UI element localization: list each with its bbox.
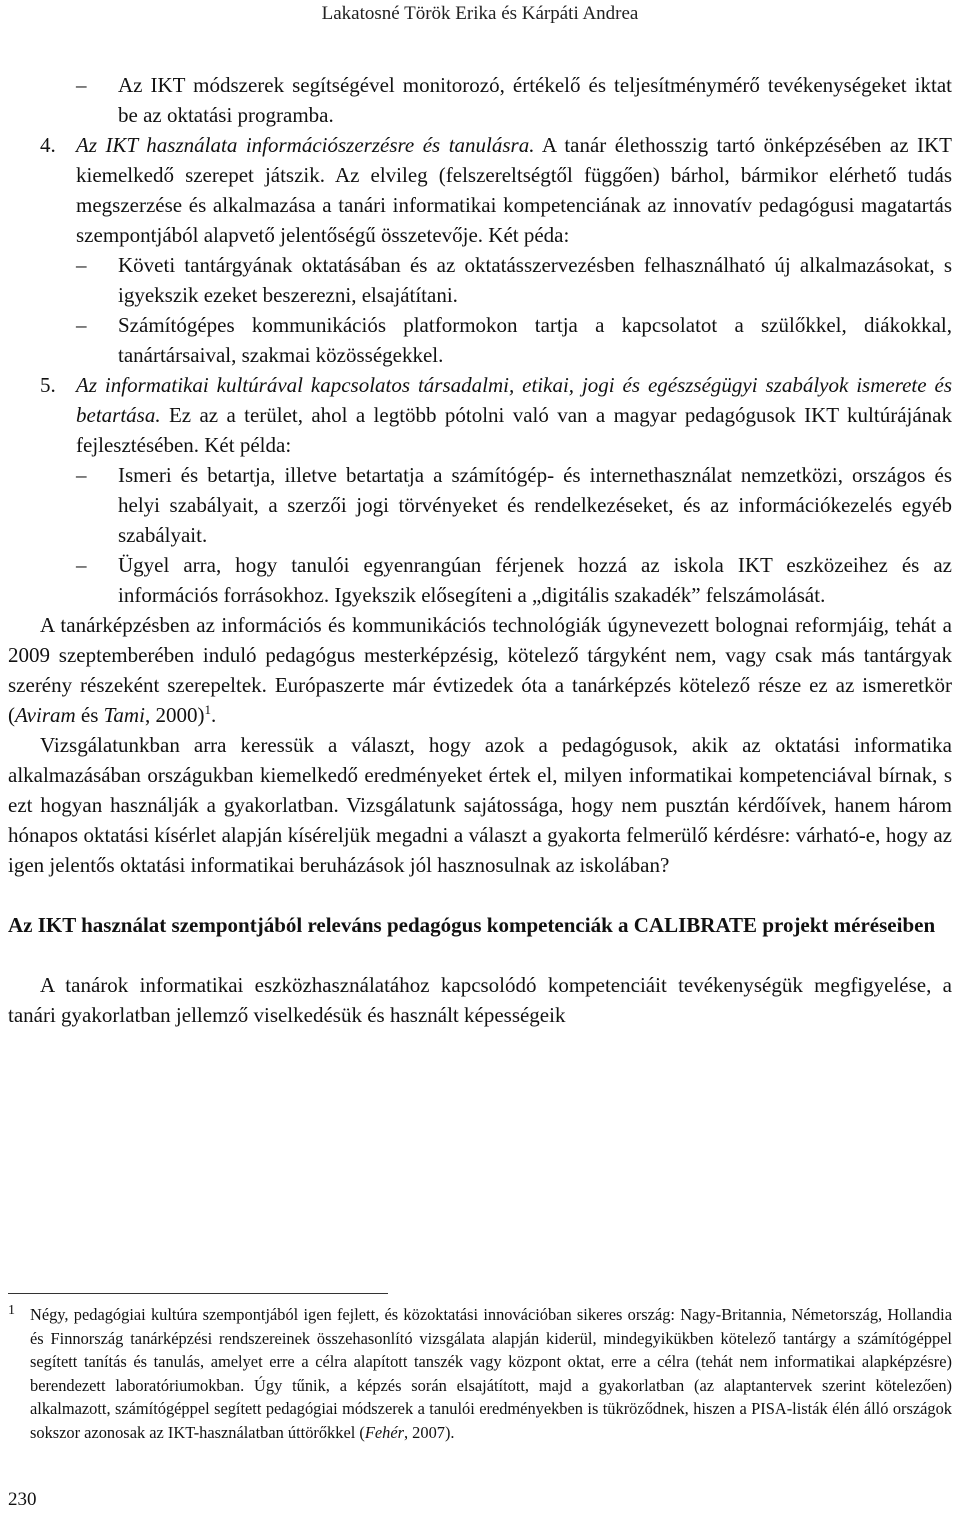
footnote-reference[interactable]: 1	[204, 702, 211, 717]
bullet-item	[8, 550, 952, 610]
dash-marker: –	[76, 253, 87, 277]
paragraph-text: A tanárok informatikai eszközhasználatához kapcsolódó kompetenciáit tevékenységük megfigyelése, a tanári gyakorlatban jellemző viselkedésük és használt képességeik	[8, 973, 952, 1027]
paragraph	[8, 970, 952, 1030]
bullet-item	[8, 460, 952, 550]
paragraph-text: A tanárképzésben az információs és kommunikációs technológiák úgynevezett bolognai reformjáig, tehát a 2009 szeptemberében induló pedagógus mesterképzésig, kötelező tárgyként nem, vagy csak más tantárgyak szerény részeként szerepeltek. Európaszerte már évtizedek óta a tanárképzés kötelező része ez az ismeretkör (	[8, 613, 952, 727]
citation-author: Aviram	[15, 703, 76, 727]
bullet-text: Ismeri és betartja, illetve betartatja a számítógép- és internethasználat nemzetközi, országos és helyi szabályait, a szerzői jogi törvényeket és rendelkezéseket, és az információkezelés egyéb szabályait.	[118, 463, 952, 547]
dash-marker: –	[76, 73, 87, 97]
bullet-text: Ügyel arra, hogy tanulói egyenrangúan férjenek hozzá az iskola IKT eszközeihez és az információs forrásokhoz. Igyekszik elősegíteni a „digitális szakadék” felszámolását.	[118, 553, 952, 607]
page-number: 230	[8, 1489, 37, 1510]
running-header: Lakatosné Török Erika és Kárpáti Andrea	[321, 3, 639, 24]
numbered-item-5	[8, 370, 952, 460]
paragraph-text: Vizsgálatunkban arra keressük a választ, hogy azok a pedagógusok, akik az oktatási informatika alkalmazásában országukban kiemelkedő eredményeket értek el, milyen informatikai kompetenciával bírnak, s ezt hogyan használják a gyakorlatban. Vizsgálatunk sajátossága, hogy nem pusztán kérdőívek, hanem három hónapos oktatási kísérlet alapján kíséreljük megadni a választ a gyakorta felmerülő kérdésre: várható-e, hogy az igen jelentős oktatási informatikai beruházások jól hasznosulnak az iskolában?	[8, 733, 952, 877]
paragraph-text: .	[210, 703, 217, 727]
footnote-text	[8, 1303, 952, 1444]
footnote-text-part: , 2007).	[403, 1422, 455, 1442]
bullet-item	[8, 70, 952, 130]
item-number: 4.	[40, 133, 56, 157]
item-number: 5.	[40, 373, 56, 397]
bullet-text: Követi tantárgyának oktatásában és az oktatásszervezésben felhasználható új alkalmazásokat, s igyekszik ezeket beszerezni, elsajátítani.	[118, 253, 952, 307]
footnote-rule	[8, 1293, 388, 1294]
dash-marker: –	[76, 463, 87, 487]
paragraph-text: és	[75, 703, 104, 727]
item-title: Az IKT használata információszerzésre és tanulásra.	[76, 133, 535, 157]
paragraph	[8, 610, 952, 730]
dash-marker: –	[76, 313, 87, 337]
citation-author: Fehér	[364, 1422, 404, 1442]
section-heading: Az IKT használat szempontjából releváns pedagógus kompetenciák a CALIBRATE projekt méréseiben	[8, 913, 936, 937]
item-text: A tanár élethosszig tartó önképzésében az IKT kiemelkedő szerepet játszik. Az elvileg (felszereltségtől függően) bárhol, bármikor elérhető tudás megszerzése és alkalmazása a tanári informatikai kompetenciának az innovatív pedagógusi magatartás szempontjából alapvető jelentőségű összetevője. Két péda:	[76, 133, 953, 247]
footnote-text-part: Négy, pedagógiai kultúra szempontjából igen fejlett, és közoktatási innovációban sikeres ország: Nagy-Britannia, Németország, Hollandia és Finnország tanárképzési rendszereinek összehasonlító vizsgálata alapján kiderül, mindegyikükben kötelező tantárgy a számítógéppel segített tanítás és tanulás, amelyet erre a célra alapított tanszék vagy központ oktat, erre a célra (tehát nem informatikai alapképzésre) berendezett laboratóriumokban. Úgy tűnik, a képzés során elsajátított, majd a gyakorlatban (az alaptantervek szerint kötelezően) alkalmazott, számítógéppel segített pedagógiai módszerek a tanulói eredményekben is tükröződnek, hiszen a PISA-listák élén álló országok sokszor azonosak az IKT-használatban úttörőkkel (	[30, 1305, 952, 1442]
citation-year: , 2000)	[144, 703, 205, 727]
citation-author: Tami	[103, 703, 145, 727]
item-title: Az informatikai kultúrával kapcsolatos társadalmi, etikai, jogi és egészségügyi szabályok ismerete és betartása.	[76, 373, 952, 427]
item-text: Ez az a terület, ahol a legtöbb pótolni való van a magyar pedagógusok IKT kultúrájának fejlesztésében. Két példa:	[76, 403, 952, 457]
bullet-text: Számítógépes kommunikációs platformokon tartja a kapcsolatot a szülőkkel, diákokkal, tanártársaival, szakmai közösségekkel.	[118, 313, 952, 367]
dash-marker: –	[76, 553, 87, 577]
bullet-item	[8, 310, 952, 370]
bullet-item	[8, 250, 952, 310]
paragraph	[8, 730, 952, 880]
footnote-number: 1	[8, 1303, 15, 1318]
footnote	[8, 1303, 952, 1444]
body-text	[8, 70, 952, 1030]
bullet-text: Az IKT módszerek segítségével monitorozó, értékelő és teljesítménymérő tevékenységeket iktat be az oktatási programba.	[118, 73, 952, 127]
numbered-item-4	[8, 130, 952, 250]
